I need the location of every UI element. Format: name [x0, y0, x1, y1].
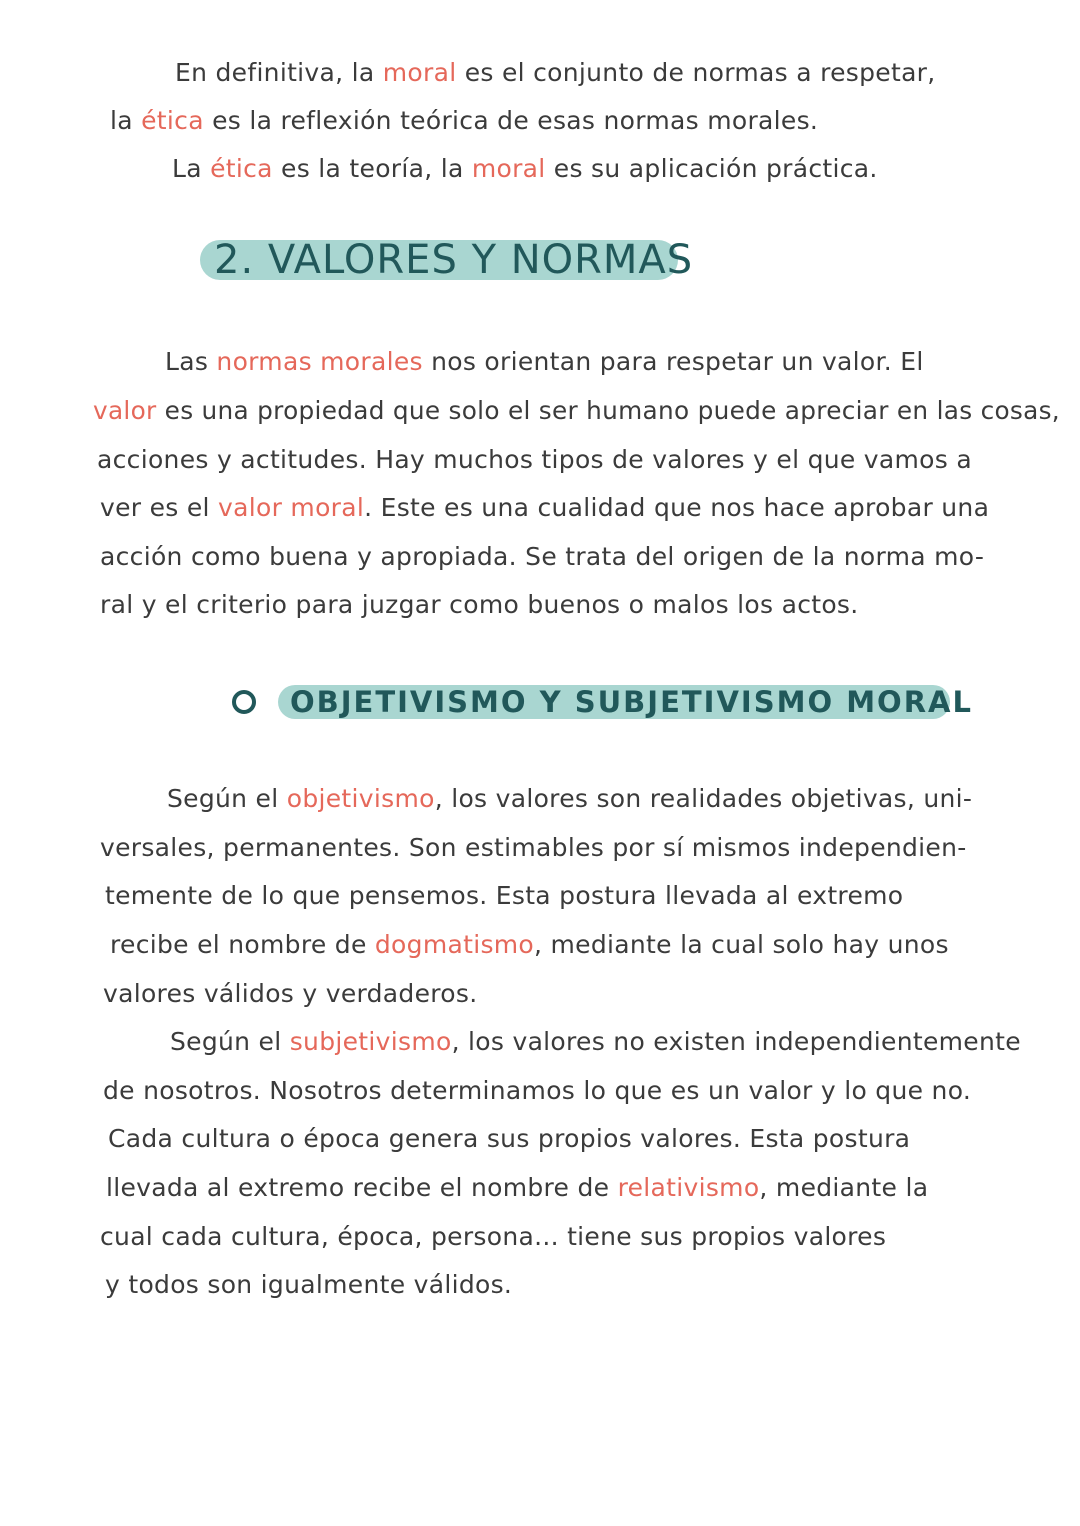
- intro-line-3: La ética es la teoría, la moral es su aplicación práctica.: [172, 154, 878, 183]
- paragraph-line: cual cada cultura, época, persona... tiene sus propios valores: [100, 1222, 887, 1251]
- term-valor: valor: [93, 396, 157, 425]
- paragraph-line: versales, permanentes. Son estimables por sí mismos independien-: [100, 833, 967, 862]
- circle-bullet-icon: [232, 690, 256, 714]
- section-title: 2. VALORES Y NORMAS: [214, 237, 694, 283]
- paragraph-line: Según el objetivismo, los valores son realidades objetivas, uni-: [167, 784, 973, 813]
- paragraph-line: ral y el criterio para juzgar como buenos o malos los actos.: [100, 590, 859, 619]
- term-subjetivismo: subjetivismo: [289, 1027, 452, 1056]
- subsection-title: OBJETIVISMO Y SUBJETIVISMO MORAL: [290, 685, 973, 719]
- term-moral: moral: [382, 58, 457, 87]
- paragraph-line: recibe el nombre de dogmatismo, mediante la cual solo hay unos: [110, 930, 949, 959]
- paragraph-line: acción como buena y apropiada. Se trata del origen de la norma mo-: [100, 542, 985, 571]
- paragraph-line: valores válidos y verdaderos.: [103, 979, 478, 1008]
- paragraph-line: Cada cultura o época genera sus propios valores. Esta postura: [108, 1124, 911, 1153]
- section-heading: [200, 232, 694, 290]
- paragraph-line: temente de lo que pensemos. Esta postura llevada al extremo: [105, 881, 904, 910]
- subsection-heading: [232, 680, 973, 724]
- paragraph-line: y todos son igualmente válidos.: [105, 1270, 513, 1299]
- term-moral: moral: [471, 154, 546, 183]
- intro-line-2: la ética es la reflexión teórica de esas normas morales.: [110, 106, 819, 135]
- term-relativismo: relativismo: [617, 1173, 760, 1202]
- term-etica: ética: [210, 154, 273, 183]
- paragraph-line: acciones y actitudes. Hay muchos tipos de valores y el que vamos a: [97, 445, 972, 474]
- paragraph-line: Las normas morales nos orientan para respetar un valor. El: [165, 347, 924, 376]
- term-valor-moral: valor moral: [218, 493, 365, 522]
- paragraph-line: valor es una propiedad que solo el ser humano puede apreciar en las cosas,: [93, 396, 1060, 425]
- term-etica: ética: [141, 106, 204, 135]
- term-normas-morales: normas morales: [216, 347, 423, 376]
- paragraph-line: Según el subjetivismo, los valores no existen independientemente: [170, 1027, 1021, 1056]
- term-objetivismo: objetivismo: [286, 784, 435, 813]
- paragraph-line: de nosotros. Nosotros determinamos lo que es un valor y lo que no.: [103, 1076, 972, 1105]
- term-dogmatismo: dogmatismo: [374, 930, 535, 959]
- intro-line-1: En definitiva, la moral es el conjunto de normas a respetar,: [175, 58, 936, 87]
- paragraph-line: llevada al extremo recibe el nombre de relativismo, mediante la: [106, 1173, 929, 1202]
- paragraph-line: ver es el valor moral. Este es una cualidad que nos hace aprobar una: [100, 493, 990, 522]
